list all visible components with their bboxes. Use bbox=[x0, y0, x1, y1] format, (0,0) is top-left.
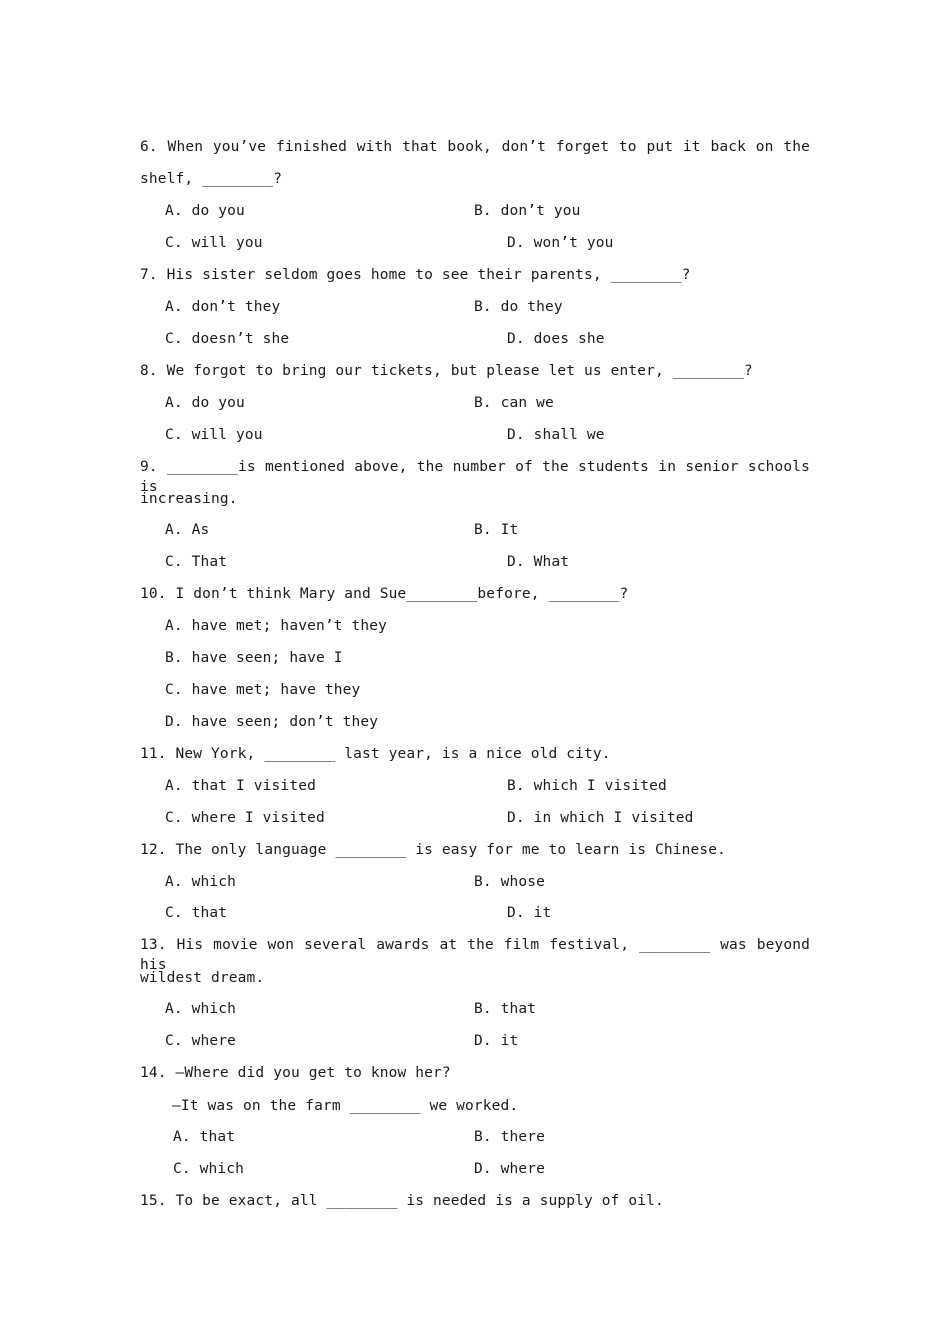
question-13-option-b: B. that bbox=[474, 1001, 537, 1017]
question-12-option-d: D. it bbox=[507, 905, 552, 921]
question-11-option-c: C. where I visited bbox=[165, 810, 325, 826]
question-6-option-c: C. will you bbox=[165, 235, 263, 251]
question-13-option-d: D. it bbox=[474, 1033, 519, 1049]
question-8-stem: 8. We forgot to bring our tickets, but please let us enter, ________? bbox=[140, 363, 753, 379]
question-7-option-c: C. doesn’t she bbox=[165, 331, 290, 347]
question-14-option-c: C. which bbox=[173, 1161, 245, 1177]
question-10-option-c: C. have met; have they bbox=[165, 682, 361, 698]
question-9-option-c: C. That bbox=[165, 554, 228, 570]
question-12-option-b: B. whose bbox=[474, 874, 546, 890]
question-11-option-b: B. which I visited bbox=[507, 778, 667, 794]
question-10-option-a: A. have met; haven’t they bbox=[165, 618, 387, 634]
question-14-option-b: B. there bbox=[474, 1129, 546, 1145]
question-7-stem: 7. His sister seldom goes home to see their parents, ________? bbox=[140, 267, 691, 283]
question-12-option-c: C. that bbox=[165, 905, 228, 921]
question-12-stem: 12. The only language ________ is easy for me to learn is Chinese. bbox=[140, 842, 727, 858]
question-14-reply: —It was on the farm ________ we worked. bbox=[172, 1098, 519, 1114]
question-10-stem: 10. I don’t think Mary and Sue________before, ________? bbox=[140, 586, 629, 602]
question-8-option-b: B. can we bbox=[474, 395, 554, 411]
question-9-stem-line-1: 9. ________is mentioned above, the number of the students in senior schools is bbox=[140, 459, 810, 495]
question-9-stem-line-2: increasing. bbox=[140, 491, 238, 507]
question-9-option-b: B. It bbox=[474, 522, 519, 538]
question-7-option-d: D. does she bbox=[507, 331, 605, 347]
question-14-stem: 14. —Where did you get to know her? bbox=[140, 1065, 451, 1081]
question-11-option-d: D. in which I visited bbox=[507, 810, 694, 826]
question-6-option-a: A. do you bbox=[165, 203, 245, 219]
question-11-stem: 11. New York, ________ last year, is a nice old city. bbox=[140, 746, 611, 762]
question-6-option-d: D. won’t you bbox=[507, 235, 614, 251]
question-9-option-d: D. What bbox=[507, 554, 570, 570]
question-9-option-a: A. As bbox=[165, 522, 210, 538]
question-13-option-c: C. where bbox=[165, 1033, 237, 1049]
question-11-option-a: A. that I visited bbox=[165, 778, 316, 794]
question-8-option-c: C. will you bbox=[165, 427, 263, 443]
question-6-stem-line-2: shelf, ________? bbox=[140, 171, 283, 187]
question-7-option-a: A. don’t they bbox=[165, 299, 281, 315]
question-14-option-d: D. where bbox=[474, 1161, 546, 1177]
question-6-stem-line-1: 6. When you’ve finished with that book, don’t forget to put it back on the bbox=[140, 139, 810, 155]
question-10-option-b: B. have seen; have I bbox=[165, 650, 343, 666]
question-14-option-a: A. that bbox=[173, 1129, 236, 1145]
question-15-stem: 15. To be exact, all ________ is needed is a supply of oil. bbox=[140, 1193, 664, 1209]
question-8-option-a: A. do you bbox=[165, 395, 245, 411]
question-6-option-b: B. don’t you bbox=[474, 203, 581, 219]
question-13-stem-line-1: 13. His movie won several awards at the film festival, ________ was beyond his bbox=[140, 937, 810, 973]
question-8-option-d: D. shall we bbox=[507, 427, 605, 443]
question-7-option-b: B. do they bbox=[474, 299, 563, 315]
question-13-option-a: A. which bbox=[165, 1001, 237, 1017]
question-13-stem-line-2: wildest dream. bbox=[140, 970, 265, 986]
question-12-option-a: A. which bbox=[165, 874, 237, 890]
question-10-option-d: D. have seen; don’t they bbox=[165, 714, 379, 730]
